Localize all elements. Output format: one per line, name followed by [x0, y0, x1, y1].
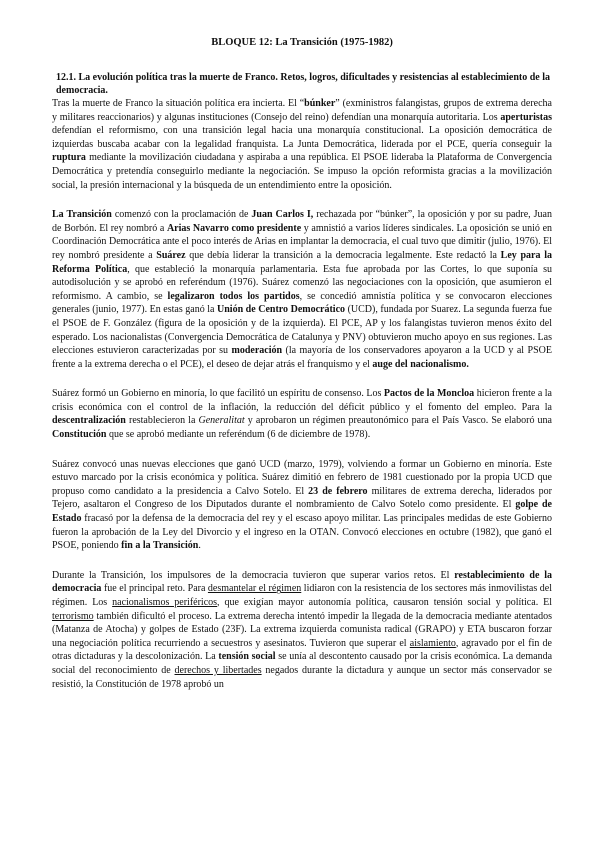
text-run: (la mayoría de los conservadores apoyaron a la UCD y al PSOE frente a la extrema derecha o el PCE), el deseo de dejar atrás el franquismo y el — [52, 345, 553, 370]
text-run: , agravado por el fin de otras dictaduras y la descolonización. La — [52, 637, 552, 663]
bold-text: Ley para la Reforma Política — [52, 249, 552, 275]
body-paragraph — [52, 458, 552, 553]
page-title: BLOQUE 12: La Transición (1975-1982) — [211, 37, 393, 48]
text-run: negados durante la dictadura y aunque un sector más conservador se resistió, la Constitución de 1978 aprobó un — [52, 664, 552, 690]
bold-text: búnker — [304, 98, 336, 109]
bold-text: moderación — [231, 345, 283, 357]
text-run: restablecieron la — [125, 415, 199, 427]
body-paragraph — [52, 97, 552, 192]
underlined-text: terrorismo — [52, 610, 94, 622]
underlined-text: nacionalismos periféricos — [112, 597, 218, 608]
document-page — [52, 37, 552, 707]
bold-text: Pactos de la Moncloa — [383, 388, 475, 400]
text-run: también dificultó el proceso. La extrema derecha intentó impedir la llegada de la democracia mediante atentados (Matanza de Atocha) y golpes de Estado (23F). La extrema izquierda comunista radical (GRAPO) y ETA buscaron forzar una negociación política recurriendo a secuestros y asesinatos. Tuvieron que superar el — [52, 610, 552, 649]
bold-text: golpe de Estado — [52, 499, 552, 525]
text-run: Suárez convocó unas nuevas elecciones que ganó UCD (marzo, 1979), volviendo a formar un Gobierno en minoría. Este estuvo marcado por la crisis económica y política. Suárez dimitió en febrero de 1981 cuestionado por la propia UCD que propuso como candidato a la presidencia a Calvo Sotelo. El — [52, 458, 552, 497]
bold-text: ruptura — [52, 152, 86, 164]
underlined-text: aislamiento — [409, 637, 456, 649]
bold-text: Constitución — [52, 429, 107, 441]
text-run: mediante la movilización ciudadana y aspiraba a una república. El PSOE lideraba la Plataforma de Convergencia Democrática y pretendía conseguirlo mediante la negociación. Se impuso la opción reformista gracias a la movilización social, la presión internacional y la búsqueda de un entendimiento entre la oposición. — [52, 152, 552, 191]
text-run: fracasó por la defensa de la democracia del rey y el escaso apoyo militar. Las principales medidas de este Gobierno fueron la aprobación de la Ley del Divorcio y el ingreso en la OTAN. Convocó elecciones en octubre (1982), que ganó el PSOE, poniendo — [52, 513, 552, 552]
text-run: defendían el reformismo, con una transición legal hacia una monarquía constitucional. La oposición democrática de izquierdas buscaba acabar con la legalidad franquista. La Junta Democrática, liderada por el PCE, quería conseguir la — [52, 125, 552, 150]
text-run: que debía liderar la transición a la democracia legalmente. Este redactó la — [185, 249, 501, 261]
text-run: rechazada por “búnker”, la oposición y por su padre, Juan de Borbón. El rey nombró a — [52, 209, 552, 234]
bold-text: Juan Carlos I, — [251, 209, 314, 221]
text-run: Tras la muerte de Franco la situación política era incierta. El “ — [52, 98, 305, 109]
italic-text: Generalitat — [198, 415, 245, 427]
bold-text: restablecimiento de la democracia — [52, 569, 552, 595]
text-run: se unía al descontento causado por la crisis económica. La demanda social del reconocimiento de — [52, 651, 553, 676]
bold-text: 23 de febrero — [308, 485, 368, 497]
body-paragraph — [52, 387, 552, 441]
body-paragraph — [52, 208, 552, 371]
bold-text: Arias Navarro como presidente — [166, 222, 302, 234]
text-run: . — [198, 540, 201, 552]
underlined-text: derechos y libertades — [174, 664, 262, 676]
text-run: y amnistió a varios líderes sindicales. La oposición se unió en Coordinación Democrática ante el poco interés de Arias en implantar la democracia, el cual tuvo que dimitir (julio, 1976). El rey nombró presidente a — [52, 222, 553, 261]
bold-text: auge del nacionalismo. — [372, 358, 469, 370]
bold-text: descentralización — [52, 415, 126, 427]
body-paragraph — [52, 569, 552, 691]
text-run: que se aprobó mediante un referéndum (6 de diciembre de 1978). — [106, 429, 371, 441]
text-run: , que estableció la monarquía parlamentaria. Esta fue aprobada por las Cortes, lo que suponía su autodisolución y se aprobó en referéndum (1976). Suárez comenzó las negociaciones con la oposición, que asumieron el reformismo. A cambio, se — [52, 263, 552, 302]
bold-text: Suárez — [156, 249, 186, 261]
bold-text: tensión social — [218, 651, 276, 663]
text-run: hicieron frente a la crisis económica con el control de la inflación, la reducción del déficit público y el fomento del empleo. Para la — [52, 388, 552, 413]
text-run: , que exigían mayor autonomía política, causaron tensión social y política. El — [217, 597, 553, 608]
text-run: (UCD), fundada por Suarez. La segunda fuerza fue el PSOE de F. González (figura de la oposición y de la izquierda). El PCE, AP y los falangistas tuvieron menos éxito del esperado. Los nacionalistas (Convergencia Democrática de Catalunya y PNV) obtuvieron mucho apoyo en sus regiones. Las elecciones estuvieron caracterizadas por su — [52, 304, 552, 357]
bold-text: aperturistas — [500, 111, 552, 123]
text-run: ” (exministros falangistas, grupos de extrema derecha y militares reaccionarios) y algunas instituciones (Consejo del reino) defendían una monarquía autoritaria. Los — [52, 98, 552, 123]
text-run: Durante la Transición, los impulsores de la democracia tuvieron que superar varios retos. El — [52, 569, 455, 581]
bold-text: fin a la Transición — [121, 540, 199, 552]
text-run: y aprobaron un régimen preautonómico para el País Vasco. Se elaboró una — [244, 415, 552, 427]
section-heading: 12.1. La evolución política tras la muerte de Franco. Retos, logros, dificultades y resistencias al establecimiento de la democracia. — [56, 72, 551, 96]
text-run: militares de extrema derecha, liderados por Tejero, asaltaron el Congreso de los Diputados durante el nombramiento de Calvo Sotelo como presidente. El — [52, 485, 552, 511]
bold-text: La Transición — [52, 209, 112, 221]
bold-text: legalizaron todos los partidos — [167, 290, 300, 302]
text-run: lidiaron con la resistencia de los sectores más inmovilistas del régimen. Los — [52, 583, 552, 608]
text-run: fue el principal reto. Para — [101, 583, 208, 595]
text-run: Suárez formó un Gobierno en minoría, lo que facilitó un espíritu de consenso. Los — [52, 388, 384, 400]
bold-text: Unión de Centro Democrático — [217, 304, 346, 316]
text-run: , se concedió amnistía política y se convocaron elecciones generales (junio, 1977). En estas ganó la — [52, 290, 552, 316]
underlined-text: desmantelar el régimen — [207, 583, 302, 595]
text-run: comenzó con la proclamación de — [111, 209, 252, 221]
document-body — [52, 97, 552, 691]
